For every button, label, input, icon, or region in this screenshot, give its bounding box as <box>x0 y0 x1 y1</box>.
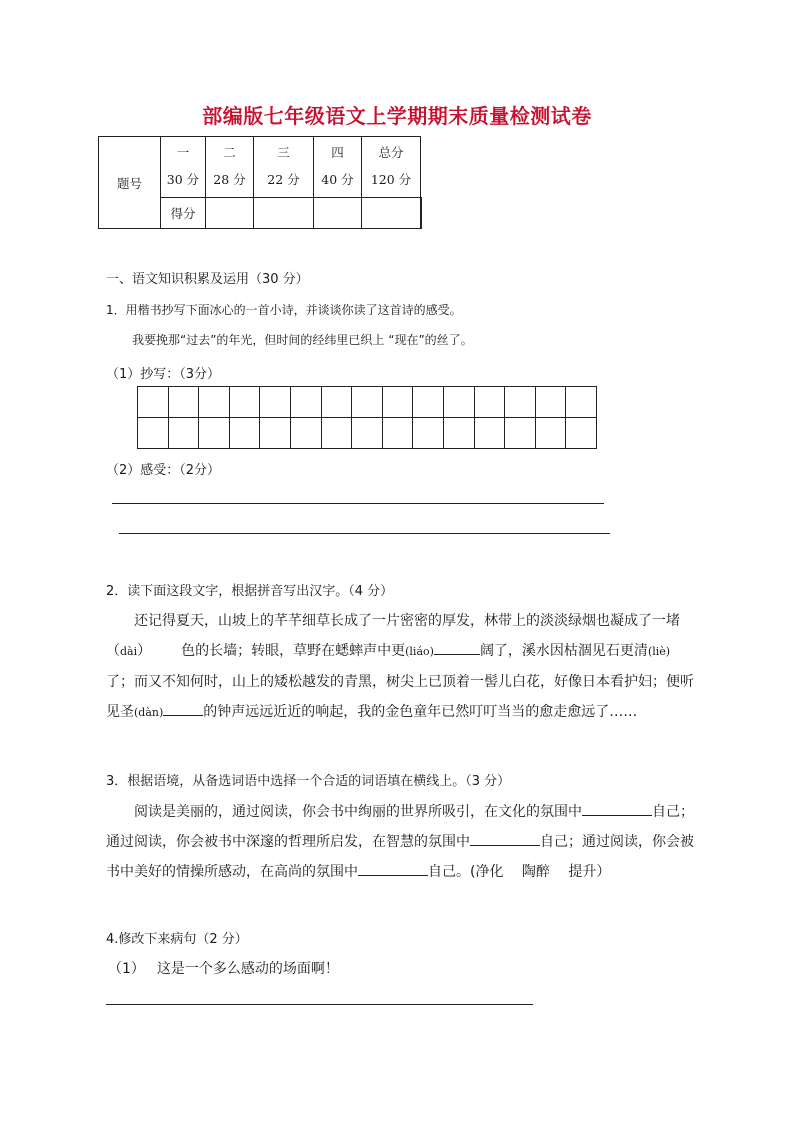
q2-line-2-text: 色的长墙；转眼，草野在蟋蟀声中更 <box>181 643 406 659</box>
q2-line-4-a: 见圣 <box>106 704 134 720</box>
q2-line-4 <box>106 697 694 728</box>
q3-line-2-b: 自己；通过阅读，你会被 <box>540 834 694 850</box>
blank-q3-3[interactable] <box>358 861 428 876</box>
score-col-points: 30 分 <box>166 172 200 187</box>
q3-line-1 <box>106 797 694 827</box>
score-col-name: 总分 <box>378 145 404 160</box>
q2-paren-close: ） <box>137 643 152 659</box>
pinyin-lie: (liè) <box>647 645 671 658</box>
score-col-1 <box>161 137 206 198</box>
q3-passage <box>106 797 694 887</box>
q1-feel-label: （2）感受：（2分） <box>106 463 221 478</box>
q3-line-2-a: 通过阅读，你会被书中深邃的哲理所启发，在智慧的氛围中 <box>106 834 470 850</box>
page-title: 部编版七年级语文上学期期末质量检测试卷 <box>202 104 592 128</box>
blank-q3-1[interactable] <box>582 801 652 816</box>
answer-line[interactable] <box>119 533 610 534</box>
score-cell-total[interactable] <box>421 198 422 229</box>
q2-passage <box>106 606 694 728</box>
score-col-3 <box>254 137 314 198</box>
copy-writing-grid[interactable] <box>137 386 597 449</box>
q2-line-1: 还记得夏天，山坡上的芊芊细草长成了一片密密的厚发，林带上的淡淡绿烟也凝成了一堵 <box>134 613 680 629</box>
q4-item-1-text: 这是一个多么感动的场面啊！ <box>156 961 339 977</box>
score-col-points: 22 分 <box>267 172 300 187</box>
answer-line[interactable] <box>106 1004 533 1005</box>
q2-prompt: 2．读下面这段文字，根据拼音写出汉字。（4 分） <box>106 584 394 599</box>
q4-item-1 <box>108 958 339 978</box>
q3-line-3-b: 自己。(净化 陶醉 提升） <box>428 864 611 880</box>
score-col-name: 二 <box>223 145 236 160</box>
pinyin-dan: (dàn) <box>134 706 164 719</box>
q3-line-3 <box>106 857 694 887</box>
q2-line-4-b: 的钟声远远近近的响起，我的金色童年已然叮叮当当的愈走愈远了…… <box>203 704 638 720</box>
q2-line-2 <box>106 636 694 667</box>
score-col-points: 120 分 <box>370 172 412 187</box>
score-col-2 <box>206 137 254 198</box>
q3-line-2 <box>106 827 694 857</box>
score-col-name: 三 <box>277 145 290 160</box>
q3-line-3-a: 书中美好的情操所感动，在高尚的氛围中 <box>106 864 358 880</box>
score-cell-4[interactable] <box>362 198 421 229</box>
section-1-heading: 一、语文知识积累及运用（30 分） <box>106 272 309 287</box>
score-col-points: 40 分 <box>321 172 354 187</box>
blank-liao[interactable] <box>434 640 480 655</box>
blank-q3-2[interactable] <box>470 831 540 846</box>
score-col-points: 28 分 <box>213 172 246 187</box>
q1-prompt: 1．用楷书抄写下面冰心的一首小诗，并谈谈你读了这首诗的感受。 <box>106 303 462 317</box>
q3-line-1-b: 自己； <box>652 804 694 820</box>
score-cell-2[interactable] <box>254 198 314 229</box>
q1-copy-label: （1）抄写：（3分） <box>106 367 221 382</box>
q4-item-1-num: （1） <box>108 961 145 977</box>
score-table-header-label: 题号 <box>99 137 161 229</box>
q1-poem: 我要挽那“过去”的年光，但时间的经纬里已织上 “现在”的丝了。 <box>132 333 473 347</box>
score-col-name: 一 <box>176 145 190 160</box>
answer-line[interactable] <box>112 503 604 504</box>
q3-prompt: 3．根据语境，从备选词语中选择一个合适的词语填在横线上。（3 分） <box>106 774 511 789</box>
blank-dan[interactable] <box>163 701 203 716</box>
score-row-label: 得分 <box>161 198 206 229</box>
q3-line-1-a: 阅读是美丽的，通过阅读，你会书中绚丽的世界所吸引，在文化的氛围中 <box>134 804 582 820</box>
score-col-name: 四 <box>331 145 344 160</box>
q2-line-3: 了；而又不知何时，山上的矮松越发的青黑，树尖上已顶着一髻儿白花，好像日本看护妇；便听 <box>106 674 694 690</box>
score-col-4 <box>314 137 362 198</box>
pinyin-dai: dài <box>120 645 138 658</box>
q2-line-2-text-b: 阔了，溪水因枯涸见石更清 <box>479 643 648 659</box>
q2-paren-open: （ <box>106 643 120 659</box>
score-table <box>98 136 422 229</box>
score-cell-1[interactable] <box>206 198 254 229</box>
score-col-total <box>362 137 421 198</box>
pinyin-liao: (liáo) <box>405 645 434 658</box>
q4-prompt: 4.修改下来病句（2 分） <box>106 932 248 947</box>
score-cell-3[interactable] <box>314 198 362 229</box>
